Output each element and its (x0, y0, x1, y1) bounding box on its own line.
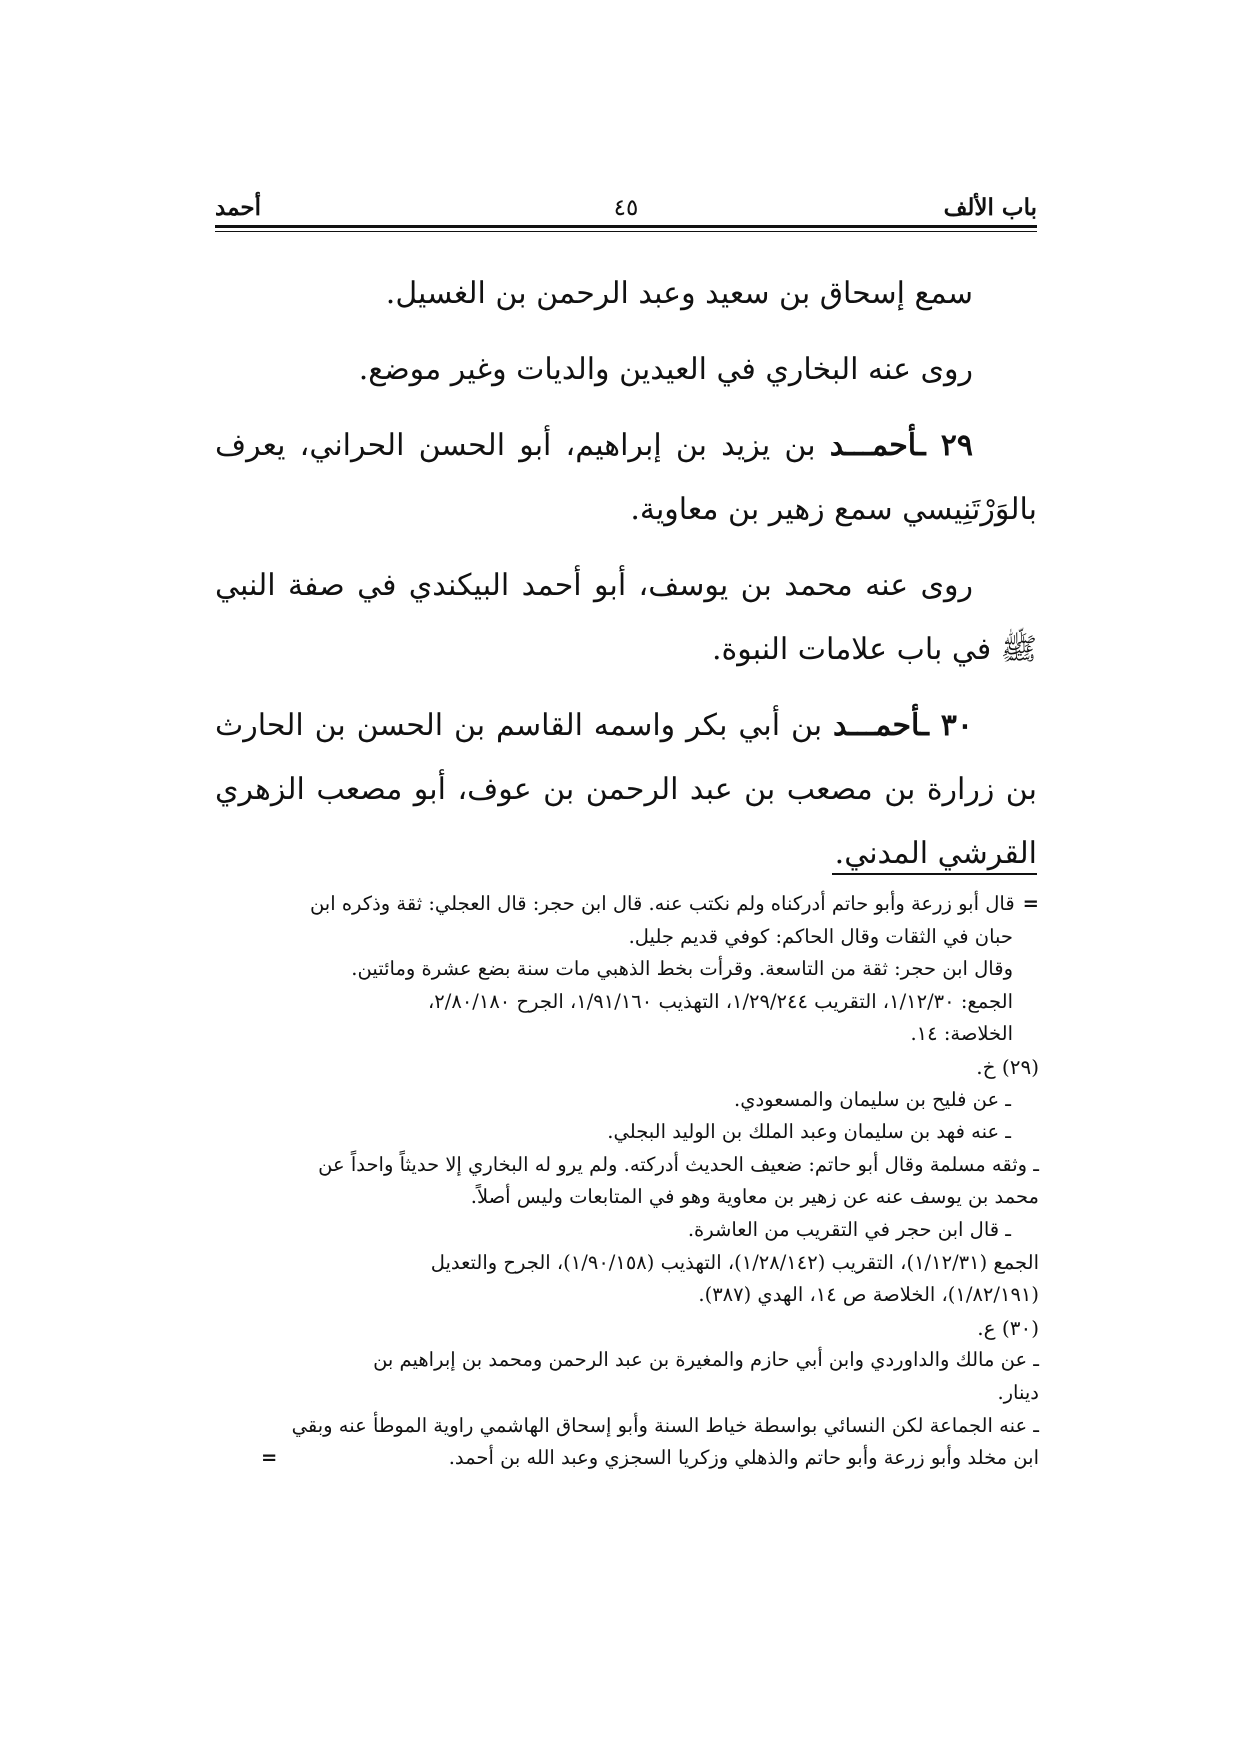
entry-text: بن يزيد بن إبراهيم، أبو الحسن الحراني، يعرف بالوَرْتَنِيسي سمع زهير بن معاوية. (215, 428, 1037, 527)
footnote-line: ـ وثقه مسلمة وقال أبو حاتم: ضعيف الحديث أدركته. ولم يرو له البخاري إلا حديثاً واحداً عن (318, 1152, 1039, 1176)
page-number: ٤٥ (613, 195, 639, 221)
entry-29 (215, 414, 1037, 542)
continuation-mark: = (1022, 892, 1039, 915)
footnote-line: ـ عن فليح بن سليمان والمسعودي. (734, 1087, 1011, 1111)
entry-30 (215, 694, 1037, 886)
footnotes (213, 888, 1039, 1475)
footnote-line: =قال أبو زرعة وأبو حاتم أدركناه ولم نكتب عنه. قال ابن حجر: قال العجلي: ثقة وذكره ابن (309, 892, 1039, 915)
chapter-title: باب الألف (943, 194, 1037, 221)
footnote-line: محمد بن يوسف عنه عن زهير بن معاوية وهو في المتابعات وليس أصلاً. (470, 1185, 1039, 1209)
entry-name: أحمـــد (833, 708, 921, 743)
footnote-line: ـ عن مالك والداوردي وابن أبي حازم والمغيرة بن عبد الرحمن ومحمد بن إبراهيم بن (373, 1348, 1039, 1372)
footnote-line: (١/٨٢/١٩١)، الخلاصة ص ١٤، الهدي (٣٨٧). (698, 1283, 1039, 1307)
footnote-line: الخلاصة: ١٤. (910, 1022, 1013, 1046)
entry-number: ٢٩ ـ (916, 428, 973, 463)
entry-name: أحمـــد (829, 428, 917, 463)
footnote-30-heading: (٣٠) ع. (977, 1315, 1039, 1340)
running-header (215, 190, 1037, 226)
paragraph: روى عنه محمد بن يوسف، أبو أحمد البيكندي في صفة النبي ﷺ في باب علامات النبوة. (215, 568, 1037, 667)
main-text (215, 262, 1037, 898)
footnote-line: دينار. (997, 1380, 1039, 1404)
continuation-mark: = (261, 1446, 278, 1470)
footnote-separator (832, 873, 1037, 875)
header-rule-thin (215, 231, 1037, 232)
entry-number: ٣٠ ـ (920, 708, 973, 743)
entry-text: بن أبي بكر واسمه القاسم بن الحسن بن الحارث بن زرارة بن مصعب بن عبد الرحمن بن عوف، أبو مصعب الزهري القرشي المدني. (215, 708, 1037, 871)
footnote-line: الجمع: ١/١٢/٣٠، التقريب ١/٢٩/٢٤٤، التهذيب ١/٩١/١٦٠، الجرح ٢/٨٠/١٨٠، (428, 989, 1013, 1013)
section-title: أحمد (215, 194, 261, 221)
footnote-line: وقال ابن حجر: ثقة من التاسعة. وقرأت بخط الذهبي مات سنة بضع عشرة ومائتين. (351, 957, 1013, 981)
footnote-line: ـ قال ابن حجر في التقريب من العاشرة. (687, 1217, 1011, 1241)
footnote-line: الجمع (١/١٢/٣١)، التقريب (١/٢٨/١٤٢)، التهذيب (١/٩٠/١٥٨)، الجرح والتعديل (430, 1250, 1039, 1274)
footnote-29-heading: (٢٩) خ. (976, 1054, 1039, 1079)
footnote-line: حبان في الثقات وقال الحاكم: كوفي قديم جليل. (628, 924, 1013, 948)
footnote-line: ـ عنه الجماعة لكن النسائي بواسطة خياط السنة وأبو إسحاق الهاشمي راوية الموطأ عنه وبقي (291, 1413, 1039, 1437)
footnote-line: ـ عنه فهد بن سليمان وعبد الملك بن الوليد البجلي. (607, 1120, 1011, 1144)
paragraph: روى عنه البخاري في العيدين والديات وغير موضع. (358, 352, 973, 387)
footnote-line: ابن مخلد وأبو زرعة وأبو حاتم والذهلي وزكريا السجزي وعبد الله بن أحمد. = (213, 1442, 1039, 1475)
header-rule (215, 225, 1037, 228)
paragraph: سمع إسحاق بن سعيد وعبد الرحمن بن الغسيل. (385, 276, 973, 311)
